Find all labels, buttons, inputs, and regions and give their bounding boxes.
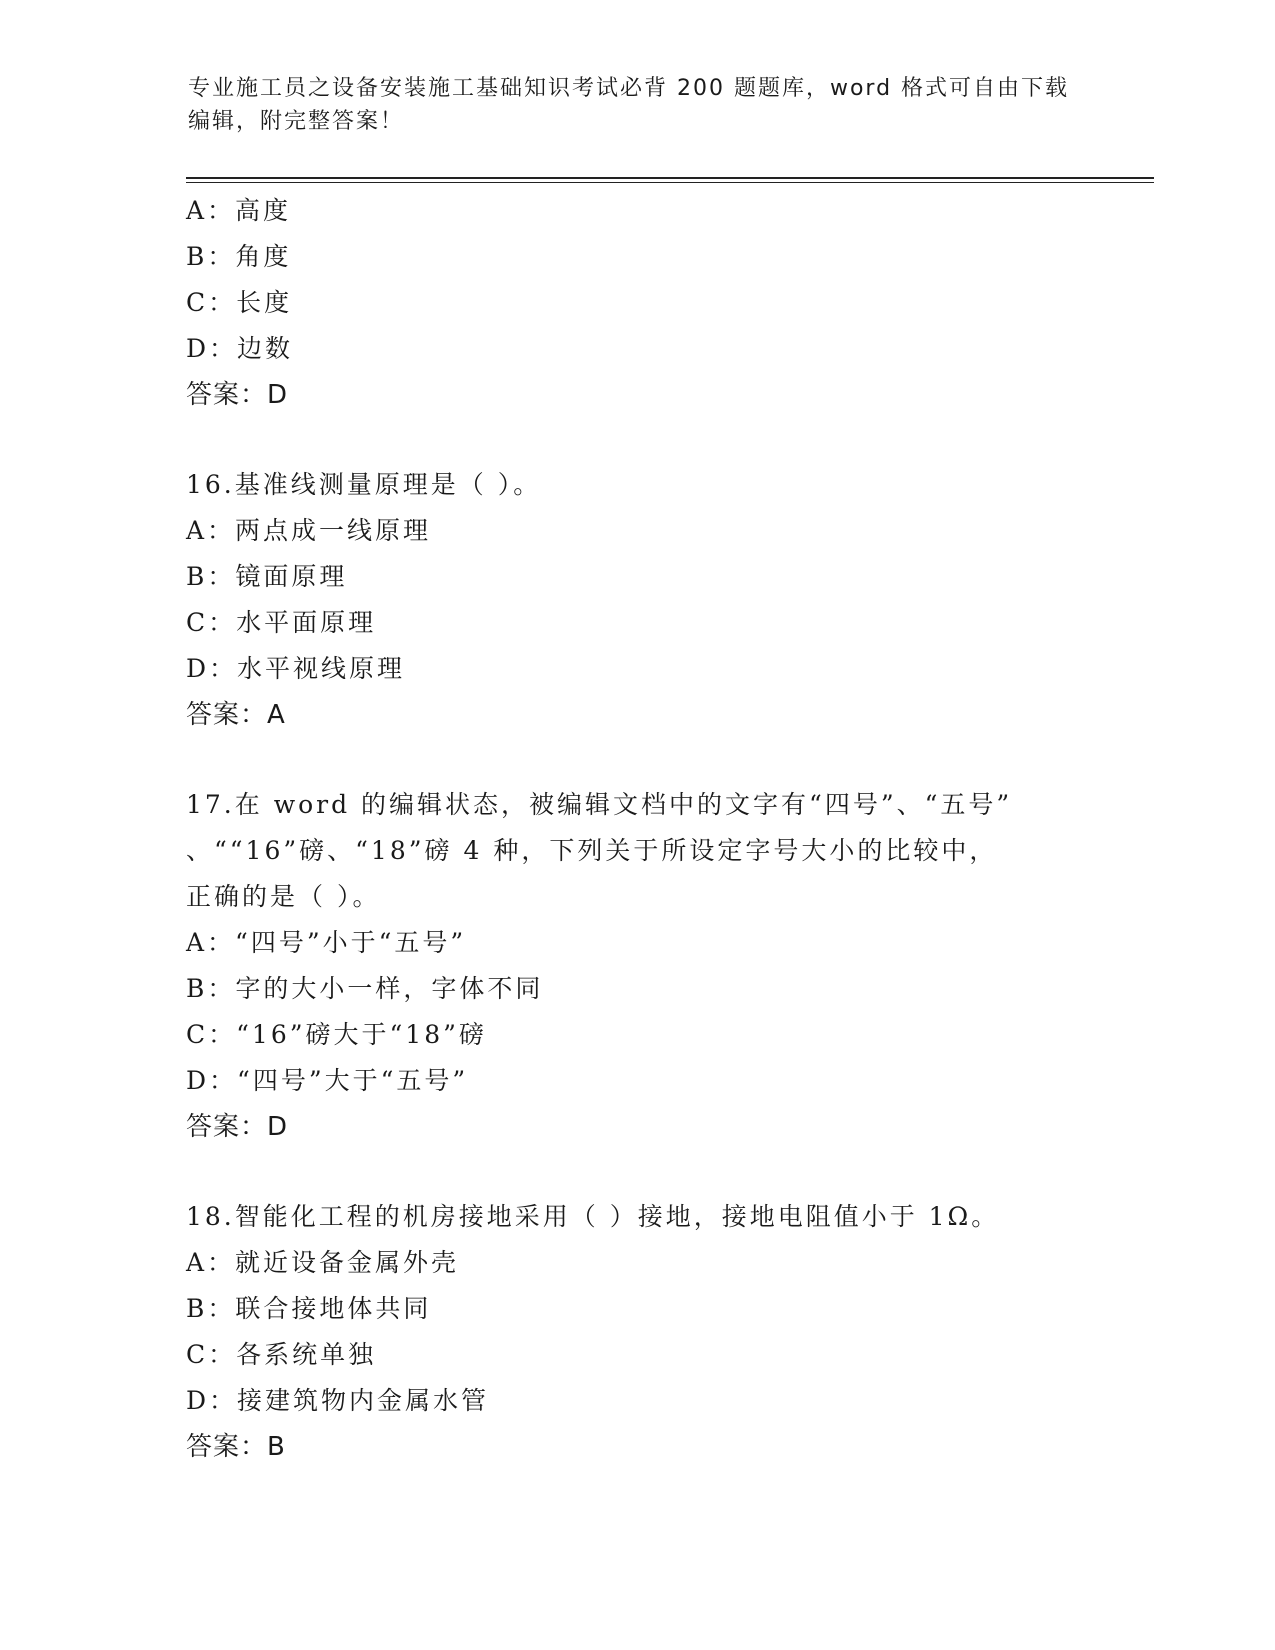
- answer: 答案：D: [186, 380, 289, 410]
- question-17: [186, 782, 1106, 1150]
- option-c: C：长度: [186, 288, 293, 317]
- answer: 答案：B: [186, 1432, 286, 1462]
- question-list: [186, 188, 1106, 1470]
- document-header: [188, 72, 1088, 138]
- option-d: D：接建筑物内金属水管: [186, 1386, 490, 1415]
- option-d: D：边数: [186, 334, 294, 363]
- option-d: D：“四号”大于“五号”: [186, 1066, 469, 1095]
- option-a: A：高度: [186, 196, 292, 225]
- option-a: A：两点成一线原理: [186, 516, 432, 545]
- option-a: A：“四号”小于“五号”: [186, 928, 467, 957]
- answer: 答案：A: [186, 700, 286, 730]
- option-a: A：就近设备金属外壳: [186, 1248, 460, 1277]
- header-title-line1: 专业施工员之设备安装施工基础知识考试必背 200 题题库，word 格式可自由下载: [188, 76, 1070, 101]
- question-text: 18.智能化工程的机房接地采用（ ）接地，接地电阻值小于 1Ω。: [186, 1202, 1000, 1231]
- question-18: [186, 1194, 1106, 1470]
- option-d: D：水平视线原理: [186, 654, 406, 683]
- header-title-line2: 编辑，附完整答案！: [188, 109, 405, 134]
- answer: 答案：D: [186, 1112, 289, 1142]
- question-text: 16.基准线测量原理是（ ）。: [186, 470, 542, 499]
- option-c: C：“16”磅大于“18”磅: [186, 1020, 487, 1049]
- header-divider: [186, 177, 1154, 183]
- question-text-line1: 17.在 word 的编辑状态，被编辑文档中的文字有“四号”、“五号”: [186, 790, 1013, 819]
- question-16: [186, 462, 1106, 738]
- option-b: B：联合接地体共同: [186, 1294, 432, 1323]
- option-b: B：角度: [186, 242, 292, 271]
- question-text-line2: 、““16”磅、“18”磅 4 种，下列关于所设定字号大小的比较中，: [186, 836, 998, 865]
- option-c: C：各系统单独: [186, 1340, 377, 1369]
- option-c: C：水平面原理: [186, 608, 377, 637]
- option-b: B：字的大小一样，字体不同: [186, 974, 544, 1003]
- question-text-line3: 正确的是（ ）。: [186, 882, 381, 911]
- option-b: B：镜面原理: [186, 562, 348, 591]
- question-15: [186, 188, 1106, 418]
